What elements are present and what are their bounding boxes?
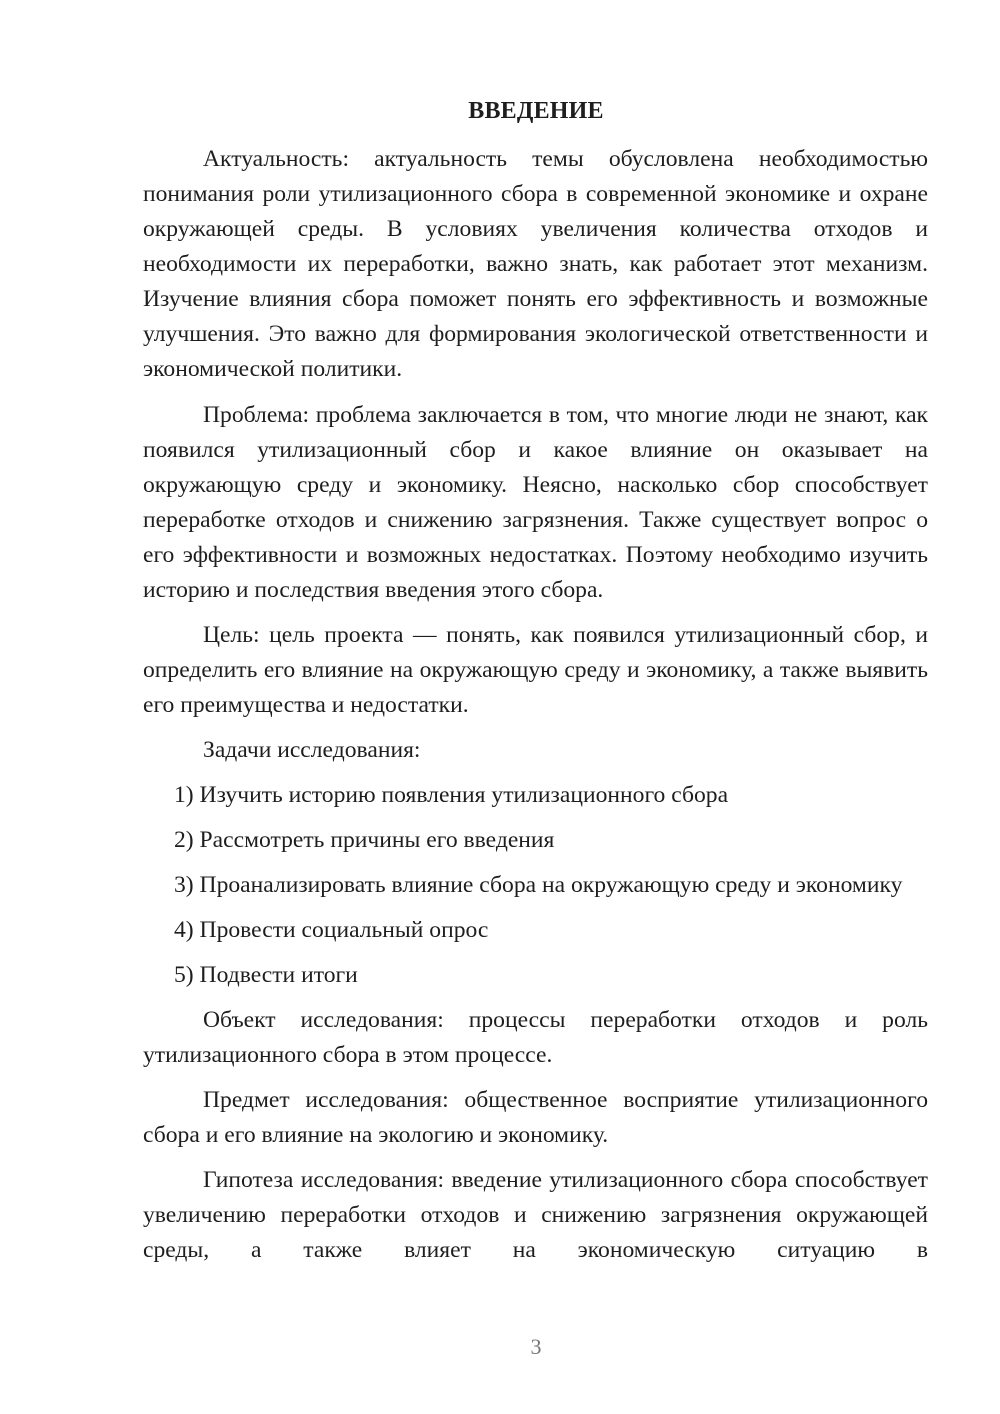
document-body <box>143 142 928 1268</box>
subject-paragraph: Предмет исследования: общественное восприятие утилизационного сбора и его влияние на экологию и экономику. <box>143 1087 928 1148</box>
relevance-paragraph: Актуальность: актуальность темы обусловлена необходимостью понимания роли утилизационного сбора в современной экономике и охране окружающей среды. В условиях увеличения количества отходов и необходимости их переработки, важно знать, как работает этот механизм. Изучение влияния сбора поможет понять его эффективность и возможные улучшения. Это важно для формирования экологической ответственности и экономической политики. <box>143 146 928 382</box>
task-item-4: 4) Провести социальный опрос <box>174 917 489 943</box>
problem-paragraph: Проблема: проблема заключается в том, что многие люди не знают, как появился утилизационный сбор и какое влияние он оказывает на окружающую среду и экономику. Неясно, насколько сбор способствует переработке отходов и снижению загрязнения. Также существует вопрос о его эффективности и возможных недостатках. Поэтому необходимо изучить историю и последствия введения этого сбора. <box>143 402 928 603</box>
page-number: 3 <box>530 1334 542 1359</box>
hypothesis-paragraph: Гипотеза исследования: введение утилизационного сбора способствует увеличению переработки отходов и снижению загрязнения окружающей среды, а также влияет на экономическую ситуацию в <box>143 1167 928 1263</box>
goal-paragraph: Цель: цель проекта — понять, как появился утилизационный сбор, и определить его влияние на окружающую среду и экономику, а также выявить его преимущества и недостатки. <box>143 622 928 718</box>
section-heading: ВВЕДЕНИЕ <box>468 98 604 124</box>
task-item-5: 5) Подвести итоги <box>174 962 358 988</box>
tasks-intro: Задачи исследования: <box>203 737 421 763</box>
task-item-1: 1) Изучить историю появления утилизационного сбора <box>174 782 729 808</box>
task-item-2: 2) Рассмотреть причины его введения <box>174 827 555 853</box>
task-item-3: 3) Проанализировать влияние сбора на окружающую среду и экономику <box>174 872 903 898</box>
object-paragraph: Объект исследования: процессы переработки отходов и роль утилизационного сбора в этом процессе. <box>143 1007 928 1068</box>
